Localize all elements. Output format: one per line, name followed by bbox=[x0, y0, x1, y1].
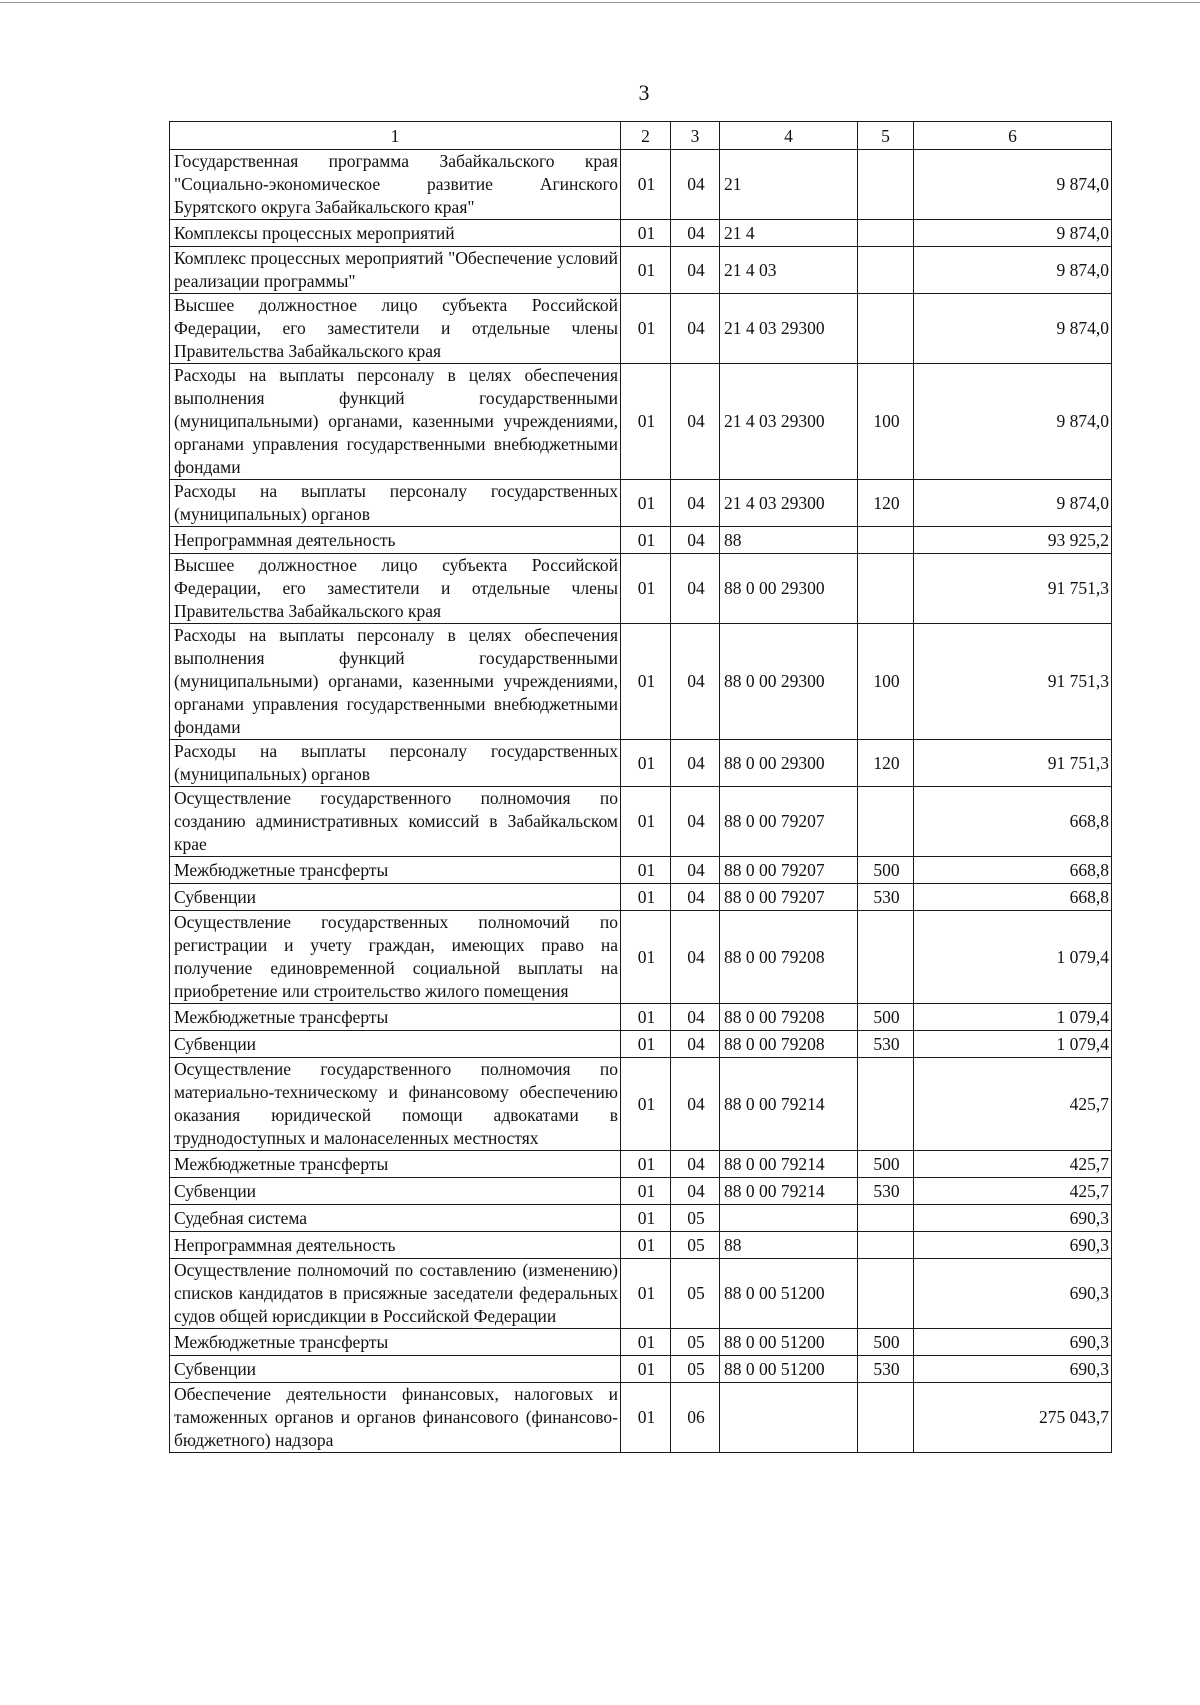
row-name: Осуществление государственных полномочий по регистрации и учету граждан, имеющих право на получение единовременной социальной выплаты на приобретение или строительство жилого помещения bbox=[170, 911, 621, 1004]
row-section: 01 bbox=[621, 1232, 671, 1259]
row-subsection: 04 bbox=[671, 527, 720, 554]
table-row bbox=[170, 1232, 1112, 1259]
row-amount: 91 751,3 bbox=[914, 740, 1112, 787]
row-amount: 9 874,0 bbox=[914, 294, 1112, 364]
table-row bbox=[170, 294, 1112, 364]
row-subsection: 05 bbox=[671, 1232, 720, 1259]
row-name: Комплекс процессных мероприятий "Обеспечение условий реализации программы" bbox=[170, 247, 621, 294]
row-target-article: 88 0 00 79214 bbox=[720, 1178, 858, 1205]
row-amount: 690,3 bbox=[914, 1205, 1112, 1232]
row-target-article: 88 0 00 51200 bbox=[720, 1356, 858, 1383]
row-expense-type: 500 bbox=[858, 1151, 914, 1178]
row-expense-type: 120 bbox=[858, 480, 914, 527]
row-section: 01 bbox=[621, 884, 671, 911]
row-target-article: 88 0 00 29300 bbox=[720, 554, 858, 624]
table-header-row bbox=[170, 122, 1112, 150]
row-amount: 9 874,0 bbox=[914, 150, 1112, 220]
row-section: 01 bbox=[621, 554, 671, 624]
row-target-article: 88 0 00 29300 bbox=[720, 740, 858, 787]
row-section: 01 bbox=[621, 1383, 671, 1453]
row-expense-type: 500 bbox=[858, 1004, 914, 1031]
row-target-article: 88 0 00 79214 bbox=[720, 1058, 858, 1151]
row-target-article bbox=[720, 1205, 858, 1232]
row-amount: 9 874,0 bbox=[914, 480, 1112, 527]
row-subsection: 04 bbox=[671, 220, 720, 247]
row-subsection: 04 bbox=[671, 1058, 720, 1151]
row-expense-type: 530 bbox=[858, 1031, 914, 1058]
scan-top-edge bbox=[0, 2, 1200, 3]
table-row bbox=[170, 1259, 1112, 1329]
table-row bbox=[170, 480, 1112, 527]
row-section: 01 bbox=[621, 247, 671, 294]
table-row bbox=[170, 150, 1112, 220]
row-amount: 690,3 bbox=[914, 1232, 1112, 1259]
row-name: Расходы на выплаты персоналу в целях обеспечения выполнения функций государственными (муниципальными) органами, казенными учреждениями, органами управления государственными внебюджетными фондами bbox=[170, 624, 621, 740]
table-row bbox=[170, 1205, 1112, 1232]
row-expense-type: 100 bbox=[858, 624, 914, 740]
row-expense-type bbox=[858, 1058, 914, 1151]
row-target-article: 88 bbox=[720, 527, 858, 554]
row-subsection: 04 bbox=[671, 857, 720, 884]
row-section: 01 bbox=[621, 1329, 671, 1356]
row-target-article: 88 0 00 79208 bbox=[720, 1031, 858, 1058]
header-col-3: 3 bbox=[671, 122, 720, 150]
row-name: Расходы на выплаты персоналу государственных (муниципальных) органов bbox=[170, 740, 621, 787]
row-name: Субвенции bbox=[170, 1031, 621, 1058]
row-section: 01 bbox=[621, 150, 671, 220]
row-name: Непрограммная деятельность bbox=[170, 527, 621, 554]
row-expense-type bbox=[858, 1232, 914, 1259]
row-expense-type bbox=[858, 911, 914, 1004]
row-amount: 690,3 bbox=[914, 1356, 1112, 1383]
row-amount: 91 751,3 bbox=[914, 554, 1112, 624]
row-target-article: 21 4 03 29300 bbox=[720, 480, 858, 527]
row-target-article: 21 4 bbox=[720, 220, 858, 247]
table-row bbox=[170, 1356, 1112, 1383]
table-row bbox=[170, 1004, 1112, 1031]
row-name: Обеспечение деятельности финансовых, налоговых и таможенных органов и органов финансового (финансово-бюджетного) надзора bbox=[170, 1383, 621, 1453]
row-section: 01 bbox=[621, 364, 671, 480]
row-amount: 275 043,7 bbox=[914, 1383, 1112, 1453]
row-target-article bbox=[720, 1383, 858, 1453]
row-target-article: 88 bbox=[720, 1232, 858, 1259]
row-expense-type bbox=[858, 554, 914, 624]
row-target-article: 88 0 00 79208 bbox=[720, 1004, 858, 1031]
row-section: 01 bbox=[621, 1058, 671, 1151]
row-name: Осуществление полномочий по составлению (изменению) списков кандидатов в присяжные заседатели федеральных судов общей юрисдикции в Российской Федерации bbox=[170, 1259, 621, 1329]
row-amount: 668,8 bbox=[914, 787, 1112, 857]
row-name: Непрограммная деятельность bbox=[170, 1232, 621, 1259]
row-amount: 425,7 bbox=[914, 1058, 1112, 1151]
row-amount: 668,8 bbox=[914, 884, 1112, 911]
table-row bbox=[170, 527, 1112, 554]
table-row bbox=[170, 554, 1112, 624]
row-target-article: 88 0 00 79207 bbox=[720, 884, 858, 911]
table-row bbox=[170, 740, 1112, 787]
row-name: Субвенции bbox=[170, 884, 621, 911]
row-section: 01 bbox=[621, 527, 671, 554]
row-section: 01 bbox=[621, 624, 671, 740]
row-name: Расходы на выплаты персоналу государственных (муниципальных) органов bbox=[170, 480, 621, 527]
row-name: Расходы на выплаты персоналу в целях обеспечения выполнения функций государственными (муниципальными) органами, казенными учреждениями, органами управления государственными внебюджетными фондами bbox=[170, 364, 621, 480]
row-expense-type bbox=[858, 787, 914, 857]
row-amount: 690,3 bbox=[914, 1259, 1112, 1329]
row-section: 01 bbox=[621, 294, 671, 364]
row-subsection: 05 bbox=[671, 1205, 720, 1232]
row-target-article: 88 0 00 79207 bbox=[720, 787, 858, 857]
table-row bbox=[170, 220, 1112, 247]
table-row bbox=[170, 1383, 1112, 1453]
table-row bbox=[170, 1329, 1112, 1356]
row-subsection: 05 bbox=[671, 1329, 720, 1356]
row-name: Межбюджетные трансферты bbox=[170, 1329, 621, 1356]
row-section: 01 bbox=[621, 220, 671, 247]
row-section: 01 bbox=[621, 911, 671, 1004]
table-row bbox=[170, 1178, 1112, 1205]
row-name: Высшее должностное лицо субъекта Российской Федерации, его заместители и отдельные члены Правительства Забайкальского края bbox=[170, 554, 621, 624]
row-expense-type bbox=[858, 294, 914, 364]
row-subsection: 04 bbox=[671, 1031, 720, 1058]
row-target-article: 88 0 00 79208 bbox=[720, 911, 858, 1004]
row-amount: 9 874,0 bbox=[914, 364, 1112, 480]
row-section: 01 bbox=[621, 787, 671, 857]
row-subsection: 04 bbox=[671, 1151, 720, 1178]
row-target-article: 21 bbox=[720, 150, 858, 220]
row-amount: 91 751,3 bbox=[914, 624, 1112, 740]
row-expense-type: 530 bbox=[858, 1178, 914, 1205]
row-name: Государственная программа Забайкальского края "Социально-экономическое развитие Агинского Бурятского округа Забайкальского края" bbox=[170, 150, 621, 220]
row-subsection: 06 bbox=[671, 1383, 720, 1453]
page-number: 3 bbox=[638, 80, 650, 105]
row-amount: 1 079,4 bbox=[914, 1004, 1112, 1031]
header-col-5: 5 bbox=[858, 122, 914, 150]
row-section: 01 bbox=[621, 1004, 671, 1031]
table-row bbox=[170, 624, 1112, 740]
row-expense-type: 500 bbox=[858, 857, 914, 884]
row-subsection: 04 bbox=[671, 624, 720, 740]
row-name: Высшее должностное лицо субъекта Российской Федерации, его заместители и отдельные члены Правительства Забайкальского края bbox=[170, 294, 621, 364]
header-col-1: 1 bbox=[170, 122, 621, 150]
row-subsection: 04 bbox=[671, 740, 720, 787]
row-subsection: 04 bbox=[671, 480, 720, 527]
row-section: 01 bbox=[621, 1259, 671, 1329]
row-section: 01 bbox=[621, 1151, 671, 1178]
budget-table bbox=[169, 121, 1112, 1453]
row-name: Осуществление государственного полномочия по материально-техническому и финансовому обеспечению оказания юридической помощи адвокатами в труднодоступных и малонаселенных местностях bbox=[170, 1058, 621, 1151]
row-subsection: 04 bbox=[671, 150, 720, 220]
row-section: 01 bbox=[621, 857, 671, 884]
table-row bbox=[170, 857, 1112, 884]
row-subsection: 04 bbox=[671, 884, 720, 911]
row-subsection: 04 bbox=[671, 247, 720, 294]
row-expense-type bbox=[858, 527, 914, 554]
row-expense-type bbox=[858, 1259, 914, 1329]
row-amount: 9 874,0 bbox=[914, 247, 1112, 294]
row-target-article: 88 0 00 79214 bbox=[720, 1151, 858, 1178]
row-target-article: 88 0 00 51200 bbox=[720, 1329, 858, 1356]
table-row bbox=[170, 884, 1112, 911]
header-col-4: 4 bbox=[720, 122, 858, 150]
row-target-article: 21 4 03 29300 bbox=[720, 294, 858, 364]
row-name: Субвенции bbox=[170, 1356, 621, 1383]
row-section: 01 bbox=[621, 740, 671, 787]
row-amount: 1 079,4 bbox=[914, 1031, 1112, 1058]
row-section: 01 bbox=[621, 1178, 671, 1205]
row-name: Судебная система bbox=[170, 1205, 621, 1232]
row-section: 01 bbox=[621, 1205, 671, 1232]
table-row bbox=[170, 1151, 1112, 1178]
table-row bbox=[170, 1058, 1112, 1151]
header-col-2: 2 bbox=[621, 122, 671, 150]
row-expense-type bbox=[858, 1383, 914, 1453]
row-expense-type bbox=[858, 247, 914, 294]
row-section: 01 bbox=[621, 1356, 671, 1383]
table-row bbox=[170, 247, 1112, 294]
table-row bbox=[170, 787, 1112, 857]
table-row bbox=[170, 911, 1112, 1004]
row-expense-type bbox=[858, 1205, 914, 1232]
row-subsection: 04 bbox=[671, 294, 720, 364]
row-name: Субвенции bbox=[170, 1178, 621, 1205]
row-amount: 425,7 bbox=[914, 1178, 1112, 1205]
row-expense-type bbox=[858, 150, 914, 220]
row-subsection: 04 bbox=[671, 787, 720, 857]
row-amount: 93 925,2 bbox=[914, 527, 1112, 554]
header-col-6: 6 bbox=[914, 122, 1112, 150]
row-subsection: 04 bbox=[671, 554, 720, 624]
row-expense-type: 530 bbox=[858, 1356, 914, 1383]
row-target-article: 21 4 03 29300 bbox=[720, 364, 858, 480]
row-expense-type: 120 bbox=[858, 740, 914, 787]
row-name: Осуществление государственного полномочия по созданию административных комиссий в Забайкальском крае bbox=[170, 787, 621, 857]
row-target-article: 88 0 00 29300 bbox=[720, 624, 858, 740]
row-subsection: 04 bbox=[671, 1178, 720, 1205]
row-target-article: 88 0 00 51200 bbox=[720, 1259, 858, 1329]
row-subsection: 05 bbox=[671, 1356, 720, 1383]
row-expense-type: 530 bbox=[858, 884, 914, 911]
row-name: Межбюджетные трансферты bbox=[170, 857, 621, 884]
row-amount: 425,7 bbox=[914, 1151, 1112, 1178]
table-row bbox=[170, 1031, 1112, 1058]
row-name: Комплексы процессных мероприятий bbox=[170, 220, 621, 247]
row-subsection: 05 bbox=[671, 1259, 720, 1329]
row-amount: 668,8 bbox=[914, 857, 1112, 884]
row-target-article: 88 0 00 79207 bbox=[720, 857, 858, 884]
row-target-article: 21 4 03 bbox=[720, 247, 858, 294]
row-subsection: 04 bbox=[671, 364, 720, 480]
row-amount: 1 079,4 bbox=[914, 911, 1112, 1004]
row-section: 01 bbox=[621, 480, 671, 527]
row-section: 01 bbox=[621, 1031, 671, 1058]
row-subsection: 04 bbox=[671, 1004, 720, 1031]
row-name: Межбюджетные трансферты bbox=[170, 1004, 621, 1031]
row-amount: 690,3 bbox=[914, 1329, 1112, 1356]
row-expense-type: 100 bbox=[858, 364, 914, 480]
row-expense-type: 500 bbox=[858, 1329, 914, 1356]
row-name: Межбюджетные трансферты bbox=[170, 1151, 621, 1178]
table-row bbox=[170, 364, 1112, 480]
row-subsection: 04 bbox=[671, 911, 720, 1004]
row-amount: 9 874,0 bbox=[914, 220, 1112, 247]
row-expense-type bbox=[858, 220, 914, 247]
